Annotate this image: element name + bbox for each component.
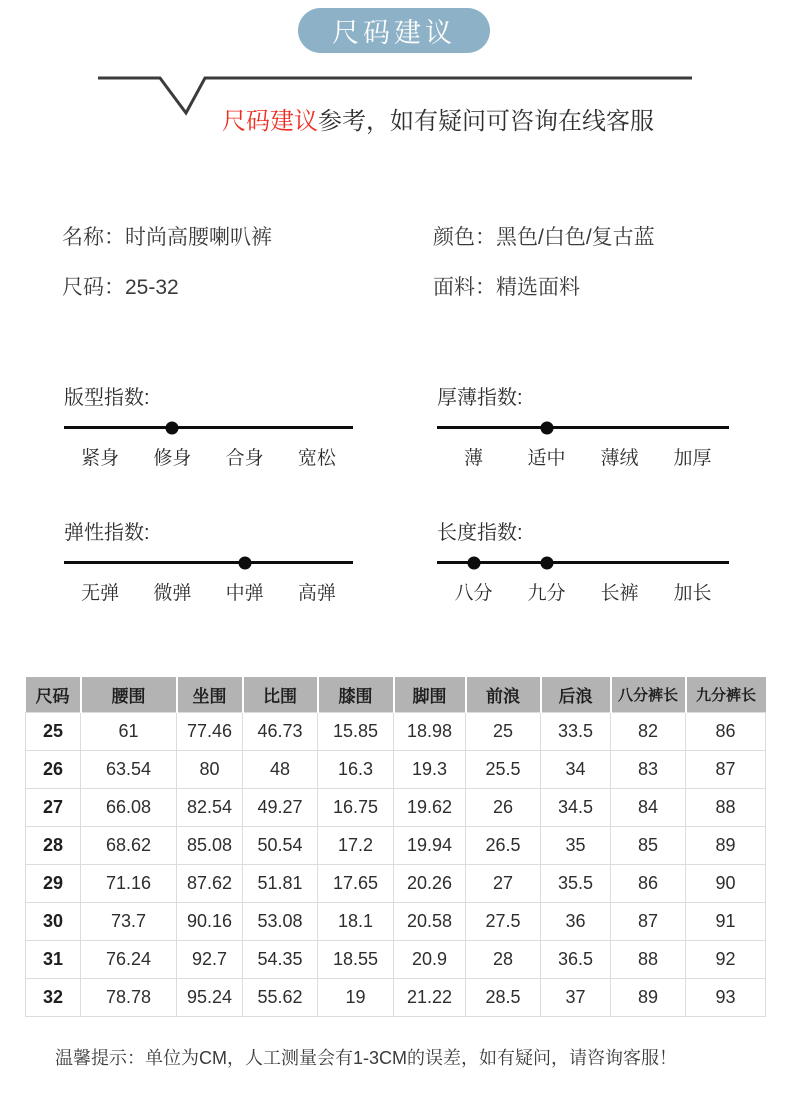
table-cell: 33.5 bbox=[541, 712, 611, 750]
table-cell: 51.81 bbox=[243, 864, 318, 902]
table-cell: 36 bbox=[541, 902, 611, 940]
table-cell: 18.98 bbox=[394, 712, 466, 750]
table-cell: 53.08 bbox=[243, 902, 318, 940]
table-cell: 82.54 bbox=[177, 788, 243, 826]
table-cell: 63.54 bbox=[81, 750, 177, 788]
thickness-index-slider bbox=[437, 381, 729, 470]
table-cell: 36.5 bbox=[541, 940, 611, 978]
table-cell: 34.5 bbox=[541, 788, 611, 826]
thickness-index-title: 厚薄指数: bbox=[437, 387, 523, 409]
slider-scale-label: 微弹 bbox=[153, 583, 192, 604]
elasticity-index-slider bbox=[64, 516, 353, 605]
table-cell: 55.62 bbox=[243, 978, 318, 1016]
table-cell: 19.3 bbox=[394, 750, 466, 788]
table-cell: 68.62 bbox=[81, 826, 177, 864]
slider-scale-label: 合身 bbox=[225, 448, 264, 469]
table-cell: 48 bbox=[243, 750, 318, 788]
slider-dot bbox=[166, 421, 179, 434]
length-index-track bbox=[437, 561, 729, 564]
table-cell: 89 bbox=[611, 978, 686, 1016]
size-chart-column-header: 九分裤长 bbox=[686, 677, 766, 712]
table-cell: 84 bbox=[611, 788, 686, 826]
table-row bbox=[26, 978, 766, 1016]
table-cell: 92 bbox=[686, 940, 766, 978]
fit-index-title: 版型指数: bbox=[64, 387, 150, 409]
slider-scale-label: 宽松 bbox=[297, 448, 336, 469]
size-chart-column-header: 腰围 bbox=[81, 677, 177, 712]
slider-scale-label: 修身 bbox=[153, 448, 192, 469]
size-chart-column-header: 脚围 bbox=[394, 677, 466, 712]
table-cell: 20.58 bbox=[394, 902, 466, 940]
table-cell: 71.16 bbox=[81, 864, 177, 902]
table-cell: 85.08 bbox=[177, 826, 243, 864]
table-cell: 21.22 bbox=[394, 978, 466, 1016]
table-cell: 25.5 bbox=[466, 750, 541, 788]
table-cell: 27.5 bbox=[466, 902, 541, 940]
table-cell: 16.3 bbox=[318, 750, 394, 788]
slider-dot bbox=[540, 421, 553, 434]
fit-index-track bbox=[64, 426, 353, 429]
table-cell: 49.27 bbox=[243, 788, 318, 826]
slider-scale-label: 紧身 bbox=[81, 448, 120, 469]
product-color: 颜色：黑色/白色/复古蓝 bbox=[433, 226, 655, 249]
table-cell: 61 bbox=[81, 712, 177, 750]
product-name: 名称：时尚高腰喇叭裤 bbox=[62, 226, 272, 249]
thickness-index-track bbox=[437, 426, 729, 429]
table-cell: 29 bbox=[26, 864, 81, 902]
table-cell: 30 bbox=[26, 902, 81, 940]
table-cell: 19.94 bbox=[394, 826, 466, 864]
table-cell: 85 bbox=[611, 826, 686, 864]
table-cell: 18.55 bbox=[318, 940, 394, 978]
table-row bbox=[26, 940, 766, 978]
slider-scale-label: 九分 bbox=[527, 583, 566, 604]
table-cell: 25 bbox=[466, 712, 541, 750]
slider-dot bbox=[238, 556, 251, 569]
table-cell: 19.62 bbox=[394, 788, 466, 826]
table-cell: 26 bbox=[26, 750, 81, 788]
table-cell: 54.35 bbox=[243, 940, 318, 978]
table-cell: 93 bbox=[686, 978, 766, 1016]
size-chart-table bbox=[25, 677, 766, 1017]
slider-dot bbox=[467, 556, 480, 569]
slider-scale-label: 八分 bbox=[454, 583, 493, 604]
table-cell: 17.65 bbox=[318, 864, 394, 902]
product-fabric: 面料：精选面料 bbox=[433, 276, 580, 299]
table-cell: 20.9 bbox=[394, 940, 466, 978]
size-chart-header bbox=[26, 677, 766, 712]
slider-scale-label: 加长 bbox=[673, 583, 712, 604]
table-cell: 82 bbox=[611, 712, 686, 750]
caption bbox=[222, 101, 654, 136]
table-cell: 89 bbox=[686, 826, 766, 864]
table-cell: 28 bbox=[466, 940, 541, 978]
table-cell: 35 bbox=[541, 826, 611, 864]
table-cell: 34 bbox=[541, 750, 611, 788]
table-cell: 91 bbox=[686, 902, 766, 940]
table-cell: 20.26 bbox=[394, 864, 466, 902]
table-cell: 37 bbox=[541, 978, 611, 1016]
table-cell: 16.75 bbox=[318, 788, 394, 826]
table-cell: 92.7 bbox=[177, 940, 243, 978]
slider-scale-label: 加厚 bbox=[673, 448, 712, 469]
size-chart-column-header: 前浪 bbox=[466, 677, 541, 712]
elasticity-index-labels bbox=[64, 578, 353, 605]
caption-highlight: 尺码建议 bbox=[222, 108, 318, 135]
table-cell: 78.78 bbox=[81, 978, 177, 1016]
slider-scale-label: 高弹 bbox=[297, 583, 336, 604]
table-cell: 66.08 bbox=[81, 788, 177, 826]
table-cell: 25 bbox=[26, 712, 81, 750]
table-cell: 88 bbox=[611, 940, 686, 978]
table-cell: 35.5 bbox=[541, 864, 611, 902]
table-cell: 28 bbox=[26, 826, 81, 864]
table-cell: 73.7 bbox=[81, 902, 177, 940]
table-cell: 28.5 bbox=[466, 978, 541, 1016]
table-cell: 15.85 bbox=[318, 712, 394, 750]
slider-scale-label: 薄 bbox=[463, 448, 483, 469]
slider-scale-label: 无弹 bbox=[81, 583, 120, 604]
size-suggestion-badge-label: 尺码建议 bbox=[332, 18, 456, 48]
table-row bbox=[26, 826, 766, 864]
table-cell: 87 bbox=[686, 750, 766, 788]
table-cell: 31 bbox=[26, 940, 81, 978]
slider-scale-label: 薄绒 bbox=[600, 448, 639, 469]
table-cell: 90 bbox=[686, 864, 766, 902]
slider-scale-label: 中弹 bbox=[225, 583, 264, 604]
size-chart-column-header: 坐围 bbox=[177, 677, 243, 712]
table-cell: 76.24 bbox=[81, 940, 177, 978]
table-row bbox=[26, 788, 766, 826]
slider-scale-label: 长裤 bbox=[600, 583, 639, 604]
fit-index-labels bbox=[64, 443, 353, 470]
table-cell: 46.73 bbox=[243, 712, 318, 750]
table-cell: 27 bbox=[466, 864, 541, 902]
table-cell: 80 bbox=[177, 750, 243, 788]
table-cell: 86 bbox=[686, 712, 766, 750]
slider-dot bbox=[540, 556, 553, 569]
fit-index-slider bbox=[64, 381, 353, 470]
table-cell: 86 bbox=[611, 864, 686, 902]
table-row bbox=[26, 750, 766, 788]
elasticity-index-title: 弹性指数: bbox=[64, 522, 150, 544]
size-chart-column-header: 后浪 bbox=[541, 677, 611, 712]
size-chart-body bbox=[26, 712, 766, 1016]
product-size: 尺码：25-32 bbox=[62, 276, 179, 299]
table-row bbox=[26, 712, 766, 750]
table-cell: 32 bbox=[26, 978, 81, 1016]
table-cell: 83 bbox=[611, 750, 686, 788]
table-cell: 90.16 bbox=[177, 902, 243, 940]
length-index-title: 长度指数: bbox=[437, 522, 523, 544]
table-cell: 18.1 bbox=[318, 902, 394, 940]
table-cell: 26.5 bbox=[466, 826, 541, 864]
table-row bbox=[26, 864, 766, 902]
table-cell: 95.24 bbox=[177, 978, 243, 1016]
length-index-labels bbox=[437, 578, 729, 605]
footer-note: 温馨提示：单位为CM，人工测量会有1-3CM的误差，如有疑问，请咨询客服！ bbox=[55, 1048, 677, 1068]
table-cell: 27 bbox=[26, 788, 81, 826]
table-cell: 77.46 bbox=[177, 712, 243, 750]
size-chart-column-header: 膝围 bbox=[318, 677, 394, 712]
length-index-slider bbox=[437, 516, 729, 605]
slider-scale-label: 适中 bbox=[527, 448, 566, 469]
elasticity-index-track bbox=[64, 561, 353, 564]
table-cell: 87.62 bbox=[177, 864, 243, 902]
table-cell: 88 bbox=[686, 788, 766, 826]
table-row bbox=[26, 902, 766, 940]
table-cell: 87 bbox=[611, 902, 686, 940]
size-chart-column-header: 比围 bbox=[243, 677, 318, 712]
size-chart-column-header: 八分裤长 bbox=[611, 677, 686, 712]
table-cell: 50.54 bbox=[243, 826, 318, 864]
table-cell: 26 bbox=[466, 788, 541, 826]
table-cell: 17.2 bbox=[318, 826, 394, 864]
table-cell: 19 bbox=[318, 978, 394, 1016]
size-chart-column-header: 尺码 bbox=[26, 677, 81, 712]
caption-rest: 参考，如有疑问可咨询在线客服 bbox=[318, 108, 654, 135]
thickness-index-labels bbox=[437, 443, 729, 470]
